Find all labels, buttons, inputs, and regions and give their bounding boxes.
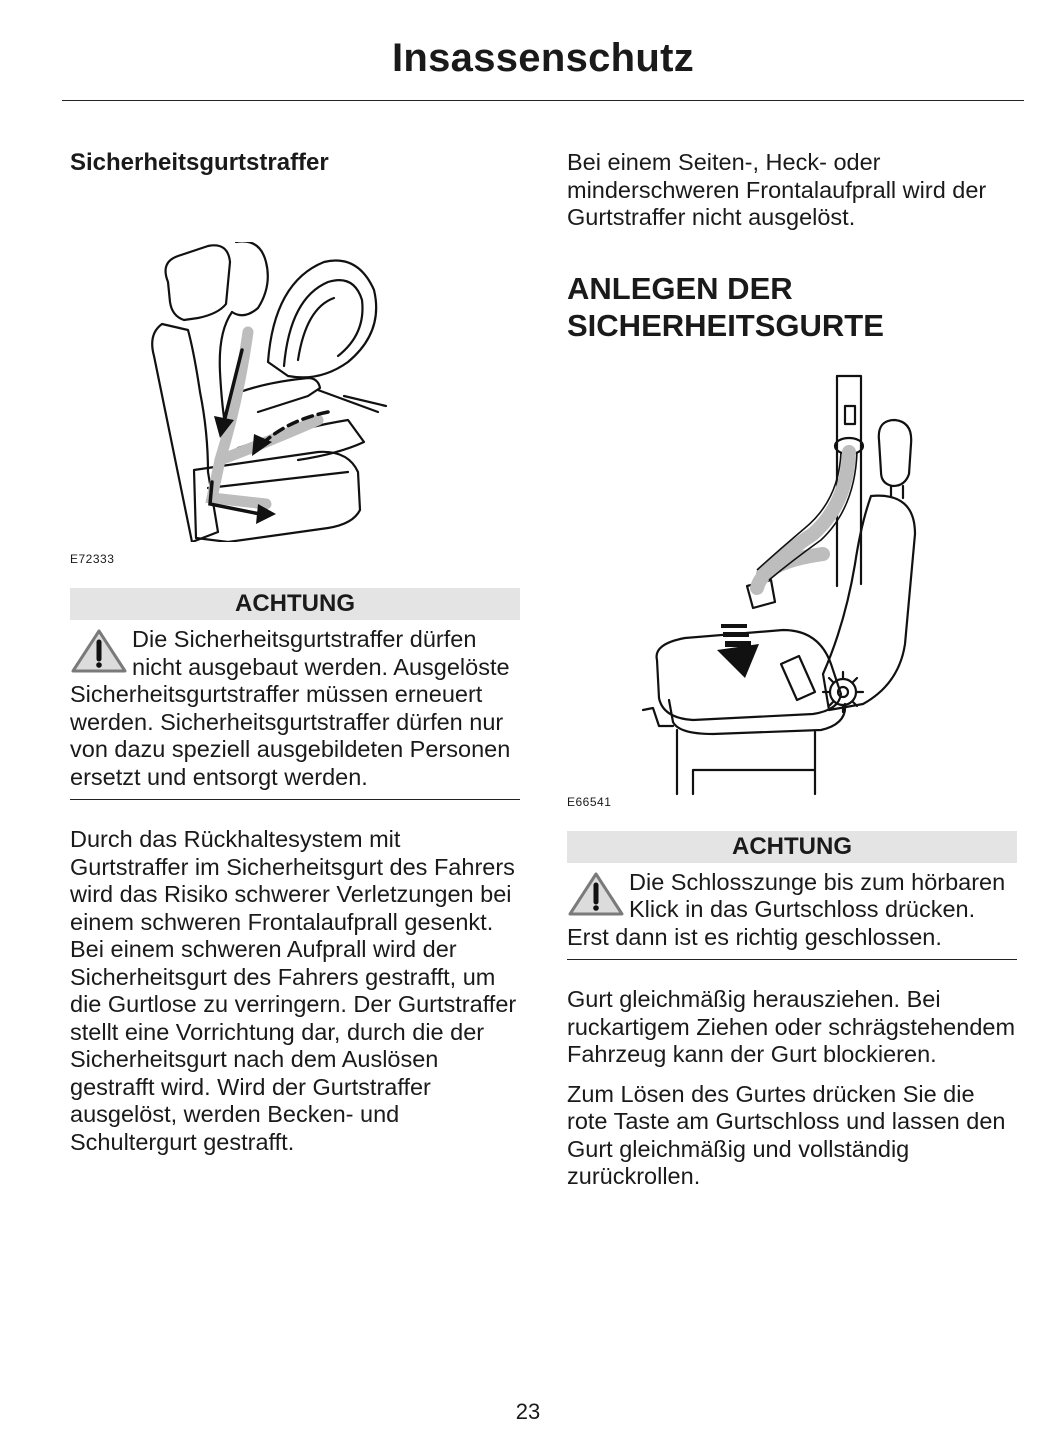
section-title-line2: SICHERHEITSGURTE bbox=[567, 307, 884, 343]
paragraph-side-impact: Bei einem Seiten-, Heck- oder minderschweren Frontalaufprall wird der Gurtstraffer nicht ausgelöst. bbox=[567, 149, 987, 230]
subheading-belt-tensioner: Sicherheitsgurtstraffer bbox=[70, 149, 329, 176]
figure-label-e72333: E72333 bbox=[70, 552, 115, 566]
warning-heading: ACHTUNG bbox=[70, 588, 520, 620]
paragraph-release-belt: Zum Lösen des Gurtes drücken Sie die rote Taste am Gurtschloss und lassen den Gurt gleichmäßig und vollständig zurückrollen. bbox=[567, 1080, 1006, 1189]
warning-triangle-icon bbox=[567, 871, 625, 917]
belt-tensioner-illustration bbox=[148, 242, 468, 542]
seat-airbag-drawing bbox=[148, 242, 468, 542]
belt-fastening-illustration bbox=[633, 374, 923, 799]
right-column bbox=[567, 146, 1017, 1191]
warning-divider bbox=[70, 799, 520, 800]
seat-belt-buckle-drawing bbox=[633, 374, 923, 799]
warning-divider-right bbox=[567, 959, 1017, 960]
title-divider bbox=[62, 100, 1024, 101]
section-title-fasten-belts bbox=[567, 270, 1017, 344]
warning-heading-right: ACHTUNG bbox=[567, 831, 1017, 863]
paragraph-tensioner-description: Durch das Rückhaltesystem mit Gurtstraffer im Sicherheitsgurt des Fahrers wird das Risiko schwerer Verletzungen bei einem schweren Frontalaufprall gesenkt. Bei einem schweren Aufprall wird der Sicherheitsgurt des Fahrers gestrafft, um die Gurtlose zu verringern. Der Gurtstraffer stellt eine Vorrichtung dar, durch die der Sicherheitsgurt nach dem Auslösen gestrafft wird. Wird der Gurtstraffer ausgelöst, werden Becken- und Schultergurt gestrafft. bbox=[70, 826, 517, 1155]
section-title-line1: ANLEGEN DER bbox=[567, 270, 793, 306]
page-title: Insassenschutz bbox=[391, 36, 695, 80]
warning-block bbox=[70, 626, 520, 791]
warning-text-right: Die Schlosszunge bis zum hörbaren Klick in das Gurtschloss drücken. Erst dann ist es richtig geschlossen. bbox=[567, 868, 1006, 950]
figure-label-e66541: E66541 bbox=[567, 794, 612, 809]
warning-block-right bbox=[567, 869, 1017, 952]
warning-text: Die Sicherheitsgurtstraffer dürfen nicht ausgebaut werden. Ausgelöste Sicherheitsgurtstraffer müssen erneuert werden. Sicherheitsgurtstraffer dürfen nur von dazu speziell ausgebildeten Personen ersetzt und entsorgt werden. bbox=[70, 626, 511, 790]
left-column bbox=[70, 146, 520, 1156]
paragraph-pull-belt: Gurt gleichmäßig herausziehen. Bei ruckartigem Ziehen oder schrägstehendem Fahrzeug kann der Gurt blockieren. bbox=[567, 986, 1016, 1067]
warning-triangle-icon bbox=[70, 628, 128, 674]
page-number: 23 bbox=[515, 1399, 541, 1424]
